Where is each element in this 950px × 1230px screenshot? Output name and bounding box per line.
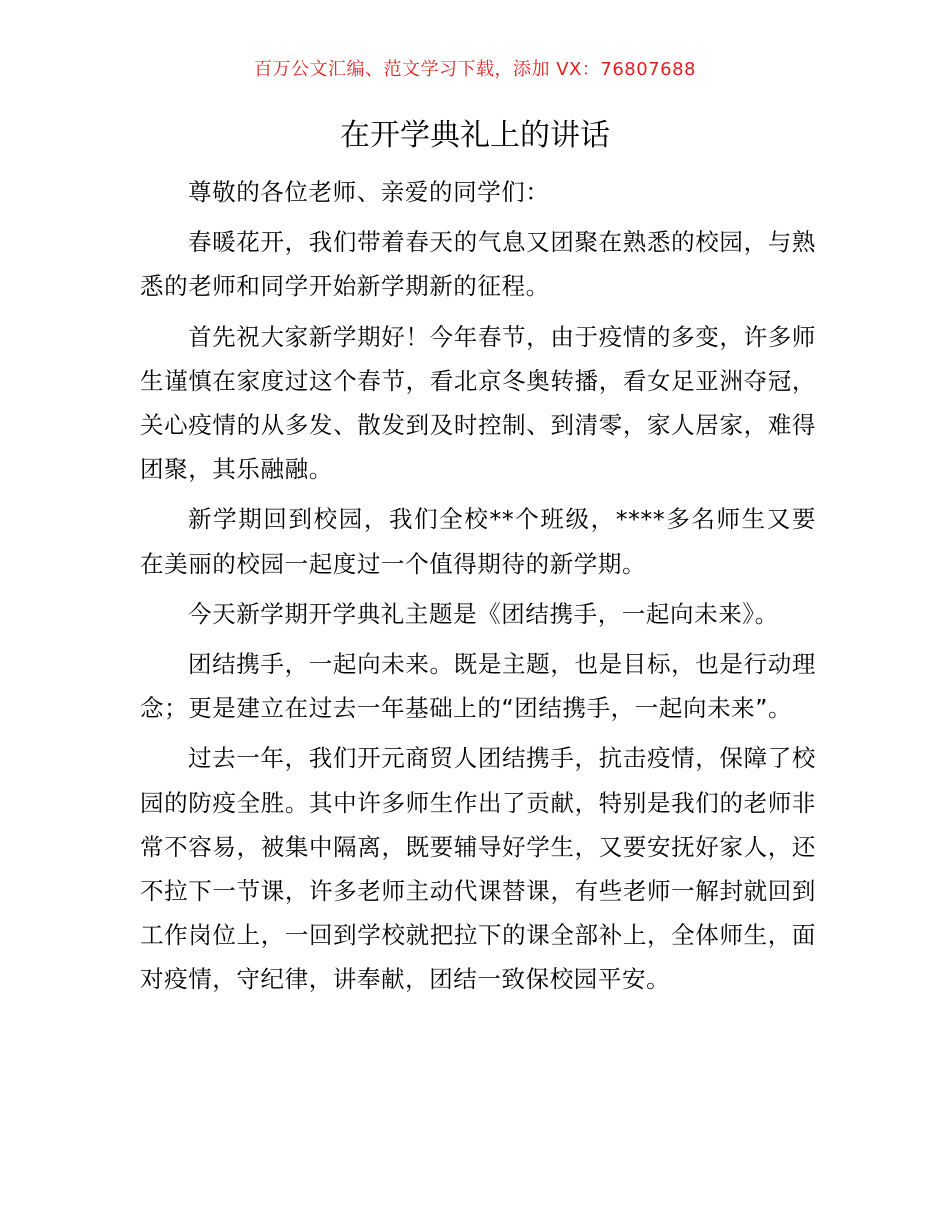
speech-body bbox=[140, 170, 816, 1008]
paragraph-salutation: 尊敬的各位老师、亲爱的同学们： bbox=[188, 178, 550, 206]
paragraph-new-semester-greeting: 首先祝大家新学期好！今年春节，由于疫情的多变，许多师生谨慎在家度过这个春节，看北京冬奥转播，看女足亚洲夺冠，关心疫情的从多发、散发到及时控制、到清零，家人居家，难得团聚，其乐融融。 bbox=[140, 322, 816, 484]
page-title: 在开学典礼上的讲话 bbox=[340, 118, 610, 153]
paragraph-theme-explanation: 团结携手，一起向未来。既是主题，也是目标，也是行动理念；更是建立在过去一年基础上的“团结携手，一起向未来”。 bbox=[140, 650, 816, 723]
paragraph-ceremony-theme: 今天新学期开学典礼主题是《团结携手，一起向未来》。 bbox=[188, 599, 779, 628]
header-note: 百万公文汇编、范文学习下载，添加 VX：76807688 bbox=[254, 59, 696, 80]
paragraph-school-stats: 新学期回到校园，我们全校**个班级，****多名师生又要在美丽的校园一起度过一个值得期待的新学期。 bbox=[140, 505, 816, 578]
paragraph-opening: 春暖花开，我们带着春天的气息又团聚在熟悉的校园，与熟悉的老师和同学开始新学期新的征程。 bbox=[140, 228, 816, 301]
paragraph-past-year-review: 过去一年，我们开元商贸人团结携手，抗击疫情，保障了校园的防疫全胜。其中许多师生作出了贡献，特别是我们的老师非常不容易，被集中隔离，既要辅导好学生，又要安抚好家人，还不拉下一节课，许多老师主动代课替课，有些老师一解封就回到工作岗位上，一回到学校就把拉下的课全部补上，全体师生，面对疫情，守纪律，讲奉献，团结一致保校园平安。 bbox=[140, 744, 816, 994]
